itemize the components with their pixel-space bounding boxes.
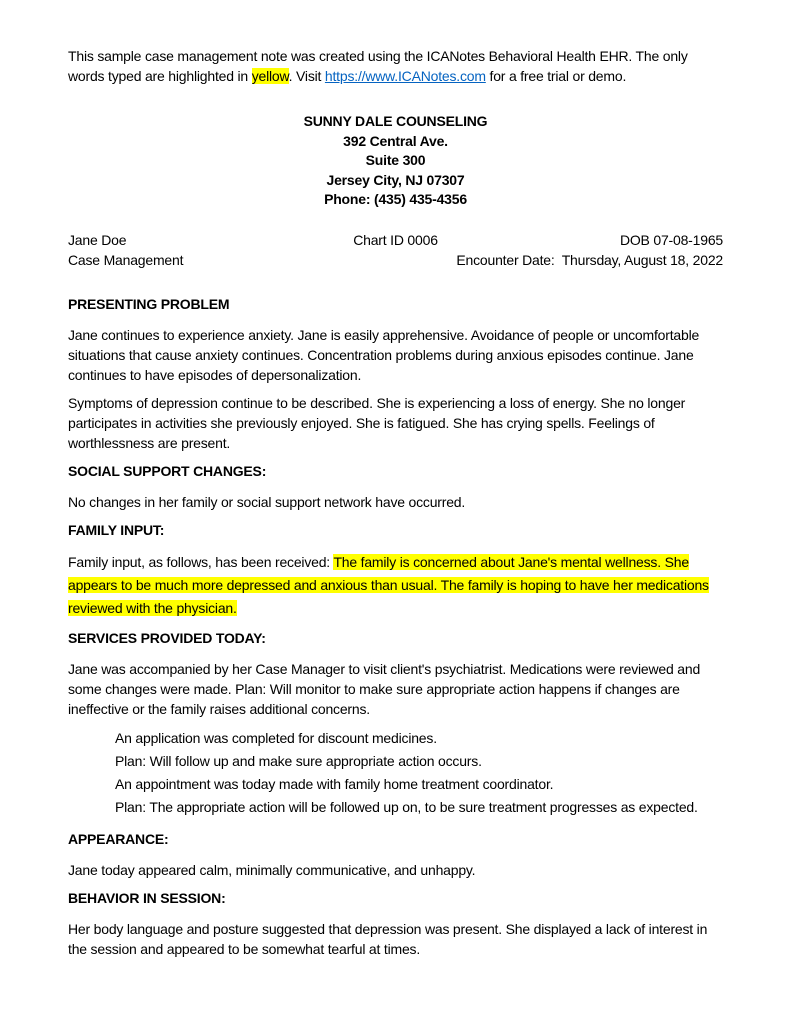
clinic-name: SUNNY DALE COUNSELING [303, 113, 488, 129]
disclaimer-text-3: for a free trial or demo. [485, 68, 627, 84]
icanotes-link[interactable]: https://www.ICANotes.com [324, 68, 486, 84]
presenting-problem-para2: Symptoms of depression continue to be described. She is experiencing a loss of energy. She no longer participates in activities she previously enjoyed. She is fatigued. She has crying spells. Feelings of worthlessness are present. [68, 394, 686, 451]
social-support-para: No changes in her family or social support network have occurred. [68, 493, 466, 510]
service-list-item: An appointment was today made with family home treatment coordinator. [115, 775, 554, 792]
family-input-para [68, 551, 723, 620]
patient-meta-row1 [68, 230, 723, 250]
clinic-phone: Phone: (435) 435-4356 [324, 191, 467, 207]
patient-name: Jane Doe [68, 231, 127, 248]
section-heading-presenting-problem: PRESENTING PROBLEM [68, 295, 230, 312]
family-input-lead: Family input, as follows, has been received: [68, 553, 334, 570]
appearance-para: Jane today appeared calm, minimally communicative, and unhappy. [68, 861, 476, 878]
clinic-address-line2: Suite 300 [365, 152, 426, 168]
section-heading-social-support: SOCIAL SUPPORT CHANGES: [68, 462, 267, 479]
disclaimer-highlighted-word: yellow [251, 68, 289, 84]
clinic-address-line3: Jersey City, NJ 07307 [326, 171, 465, 188]
section-heading-behavior: BEHAVIOR IN SESSION: [68, 889, 226, 906]
note-type: Case Management [68, 251, 184, 268]
patient-meta-row2 [68, 250, 723, 270]
clinic-header [68, 112, 723, 210]
clinic-address-line1: 392 Central Ave. [343, 132, 448, 149]
behavior-para: Her body language and posture suggested that depression was present. She displayed a lack of interest in the session and appeared to be somewhat tearful at times. [68, 920, 708, 957]
services-list [68, 727, 723, 819]
section-heading-family-input: FAMILY INPUT: [68, 521, 165, 538]
section-heading-appearance: APPEARANCE: [68, 830, 169, 847]
disclaimer-text-1: This sample case management note was created using the ICANotes Behavioral Health EHR. The only words typed are highlighted in [68, 48, 688, 84]
disclaimer [68, 46, 723, 86]
encounter-date: Encounter Date: Thursday, August 18, 2022 [456, 251, 723, 268]
presenting-problem-para1: Jane continues to experience anxiety. Jane is easily apprehensive. Avoidance of people or uncomfortable situations that cause anxiety continues. Concentration problems during anxious episodes continue. Jane continues to have episodes of depersonalization. [68, 326, 700, 383]
patient-meta [68, 230, 723, 270]
section-heading-services: SERVICES PROVIDED TODAY: [68, 629, 266, 646]
service-list-item: An application was completed for discount medicines. [115, 729, 437, 746]
service-list-item: Plan: Will follow up and make sure appropriate action occurs. [115, 752, 482, 769]
family-input-highlighted: The family is concerned about Jane's mental wellness. She appears to be much more depressed and anxious than usual. The family is hoping to have her medications reviewed with the physician. [68, 553, 709, 616]
patient-dob: DOB 07-08-1965 [619, 231, 723, 248]
disclaimer-text-2: . Visit [288, 68, 325, 84]
service-list-item: Plan: The appropriate action will be followed up on, to be sure treatment progresses as expected. [115, 798, 698, 815]
chart-id: Chart ID 0006 [353, 231, 438, 248]
services-para: Jane was accompanied by her Case Manager to visit client's psychiatrist. Medications were reviewed and some changes were made. Plan: Will monitor to make sure appropriate action happens if changes are ineffective or the family raises additional concerns. [68, 660, 701, 717]
